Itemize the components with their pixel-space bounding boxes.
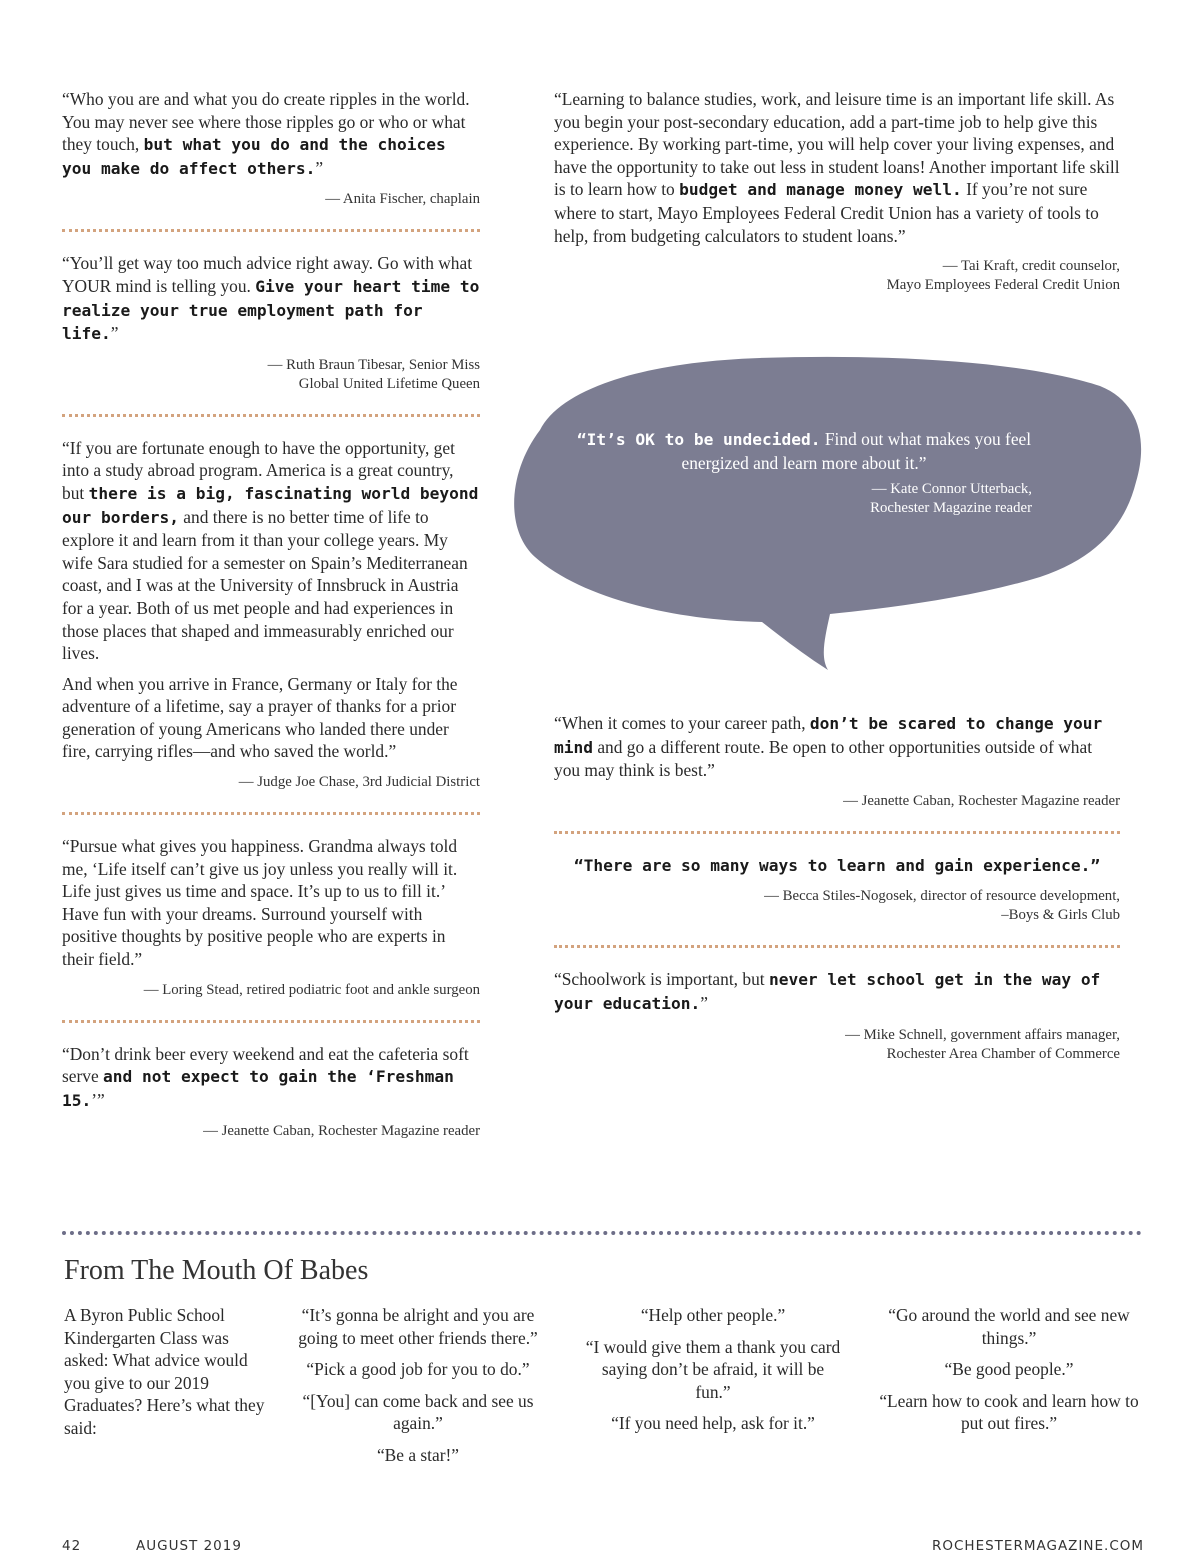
babes-column-2 <box>584 1304 842 1444</box>
quote-bold-text: but what you do and the choices you make do affect others. <box>62 135 446 178</box>
quote-attribution <box>62 1122 480 1141</box>
kid-quote: “Learn how to cook and learn how to put out fires.” <box>879 1390 1139 1434</box>
quote-block <box>554 854 1120 926</box>
kid-quote: “If you need help, ask for it.” <box>611 1413 815 1434</box>
quote-attribution <box>554 257 1120 295</box>
kid-quote: “It’s gonna be alright and you are going to meet other friends there.” <box>298 1305 538 1348</box>
quote-block <box>62 1043 480 1142</box>
kid-quote: “[You] can come back and see us again.” <box>302 1390 534 1434</box>
right-column-lower <box>554 712 1120 1064</box>
babes-intro: A Byron Public School Kindergarten Class was asked: What advice would you give to our 2019 Graduates? Here’s what they said: <box>64 1305 265 1438</box>
dotted-divider <box>62 812 480 815</box>
quote-bold-text: “There are so many ways to learn and gain experience.” <box>573 855 1101 875</box>
attribution-line: — Jeanette Caban, Rochester Magazine reader <box>203 1123 480 1140</box>
quote-text: “Don’t drink beer every weekend and eat the cafeteria soft serve <box>62 1043 469 1087</box>
attribution-line: Rochester Area Chamber of Commerce <box>886 1045 1120 1062</box>
quote-bold-text: Give your heart time to realize your true employment path for life. <box>62 276 480 344</box>
issue-date: AUGUST 2019 <box>136 1538 242 1554</box>
dotted-divider <box>554 945 1120 948</box>
quote-body <box>62 835 480 971</box>
quote-body <box>62 252 480 345</box>
attribution-line: — Anita Fischer, chaplain <box>325 191 480 208</box>
attribution-line: — Mike Schnell, government affairs manager, <box>845 1026 1120 1043</box>
bubble-quote-text <box>576 428 1032 474</box>
quote-attribution <box>62 773 480 792</box>
attribution-line: Global United Lifetime Queen <box>298 375 480 392</box>
quote-attribution <box>554 1026 1120 1064</box>
quote-block <box>554 712 1120 811</box>
attribution-line: — Tai Kraft, credit counselor, <box>942 258 1120 275</box>
quote-bold-text: don’t be scared to change your mind <box>554 714 1103 757</box>
quote-body <box>62 88 480 180</box>
quote-bold-text: and not expect to gain the ‘Freshman 15. <box>62 1067 454 1110</box>
quote-block <box>554 968 1120 1063</box>
quote-text: “Schoolwork is important, but <box>554 969 769 990</box>
quote-text: If you’re not sure where to start, Mayo Employees Federal Credit Union has a variety of tools to help, from budgeting calculators to student loans.” <box>554 179 1099 246</box>
quote-body <box>554 968 1120 1015</box>
quote-text: and there is no better time of life to explore it and learn from it than your college years. My wife Sara studied for a semester on Spain’s Mediterranean coast, and I was at the University of Innsbruck in Austria for a year. Both of us met people and had experiences in those places that shaped and immeasurably enriched our lives. <box>62 506 468 664</box>
bubble-quote <box>576 428 1032 518</box>
quote-bold-text: budget and manage money well. <box>679 180 962 200</box>
kid-quote: “Go around the world and see new things.” <box>888 1305 1130 1348</box>
bubble-quote-attribution <box>576 480 1032 518</box>
quote-paragraph <box>62 673 480 763</box>
quote-attribution <box>62 981 480 1000</box>
quote-text: ” <box>700 992 708 1013</box>
quote-block <box>62 88 480 209</box>
dotted-divider <box>62 1020 480 1023</box>
attribution-line: –Boys & Girls Club <box>1001 907 1120 924</box>
dotted-divider <box>554 831 1120 834</box>
kid-quote: “Be good people.” <box>944 1359 1074 1380</box>
right-column <box>554 88 1120 295</box>
quote-block-tai-kraft <box>554 88 1120 295</box>
quote-attribution <box>62 190 480 209</box>
quote-body <box>554 88 1120 247</box>
quote-body <box>554 854 1120 878</box>
babes-column-3 <box>872 1304 1146 1444</box>
quote-text: and go a different route. Be open to other opportunities outside of what you may think is best.” <box>554 736 1093 781</box>
quote-text: “Who you are and what you do create ripples in the world. You may never see where those ripples go or who or what they touch, <box>62 89 470 155</box>
quote-bold-text: never let school get in the way of your education. <box>554 970 1101 1013</box>
dotted-divider <box>62 414 480 417</box>
left-column <box>62 88 480 1141</box>
quote-text: “Pursue what gives you happiness. Grandma always told me, ‘Life itself can’t give us joy unless you really will it. Life just gives us time and space. It’s up to us to fill it.’ Have fun with your dreams. Surround yourself with positive thoughts by positive people who are experts in their field.” <box>62 836 458 970</box>
kid-quote: “Be a star!” <box>376 1444 460 1465</box>
quote-attribution <box>62 356 480 394</box>
attribution-line: — Kate Connor Utterback, <box>871 481 1032 498</box>
quote-text: “Learning to balance studies, work, and leisure time is an important life skill. As you begin your post-secondary education, add a part-time job to help give this experience. By working part-time, you will help cover your living expenses, and have the opportunity to take out less in student loans! Another important life skill is to learn how to <box>554 89 1120 200</box>
quote-attribution <box>554 792 1120 811</box>
section-title: From The Mouth Of Babes <box>64 1255 369 1286</box>
attribution-line: — Loring Stead, retired podiatric foot and ankle surgeon <box>143 981 480 998</box>
bubble-quote-rest: Find out what makes you feel energized and learn more about it.” <box>681 429 1032 473</box>
quote-block <box>62 252 480 393</box>
babes-column-1 <box>284 1304 552 1476</box>
quote-text: ’” <box>91 1089 105 1110</box>
website: ROCHESTERMAGAZINE.COM <box>932 1538 1145 1554</box>
attribution-line: Rochester Magazine reader <box>870 500 1032 517</box>
quote-block <box>62 437 480 792</box>
quote-block <box>62 835 480 1000</box>
quote-text: “You’ll get way too much advice right away. Go with what YOUR mind is telling you. <box>62 253 473 296</box>
section-divider <box>62 1231 1142 1235</box>
kid-quote: “Help other people.” <box>640 1305 786 1325</box>
attribution-line: Mayo Employees Federal Credit Union <box>886 277 1120 294</box>
attribution-line: — Ruth Braun Tibesar, Senior Miss <box>267 356 480 373</box>
attribution-line: — Jeanette Caban, Rochester Magazine reader <box>843 792 1120 809</box>
quote-body <box>62 437 480 763</box>
quote-text: ” <box>315 157 324 178</box>
quote-body <box>554 712 1120 782</box>
attribution-line: — Becca Stiles-Nogosek, director of resource development, <box>764 888 1120 905</box>
page-number: 42 <box>62 1538 82 1554</box>
quote-text: “When it comes to your career path, <box>554 713 810 733</box>
quote-text: ” <box>110 323 119 344</box>
attribution-line: — Judge Joe Chase, 3rd Judicial District <box>238 774 480 791</box>
quote-text: “If you are fortunate enough to have the opportunity, get into a study abroad program. America is a great country, but <box>62 437 455 503</box>
quote-paragraph <box>62 437 480 665</box>
quote-bold-text: there is a big, fascinating world beyond our borders, <box>62 483 479 527</box>
quote-body <box>62 1043 480 1113</box>
dotted-divider <box>62 229 480 232</box>
quote-text: And when you arrive in France, Germany or Italy for the adventure of a lifetime, say a prayer of thanks for a prior generation of young Americans who landed there under fire, carrying rifles—and who saved the world.” <box>62 673 458 762</box>
bubble-quote-bold: “It’s OK to be undecided. <box>576 430 821 449</box>
quote-attribution <box>554 887 1120 925</box>
kid-quote: “I would give them a thank you card saying don’t be afraid, it will be fun.” <box>585 1336 841 1402</box>
kid-quote: “Pick a good job for you to do.” <box>306 1359 530 1380</box>
